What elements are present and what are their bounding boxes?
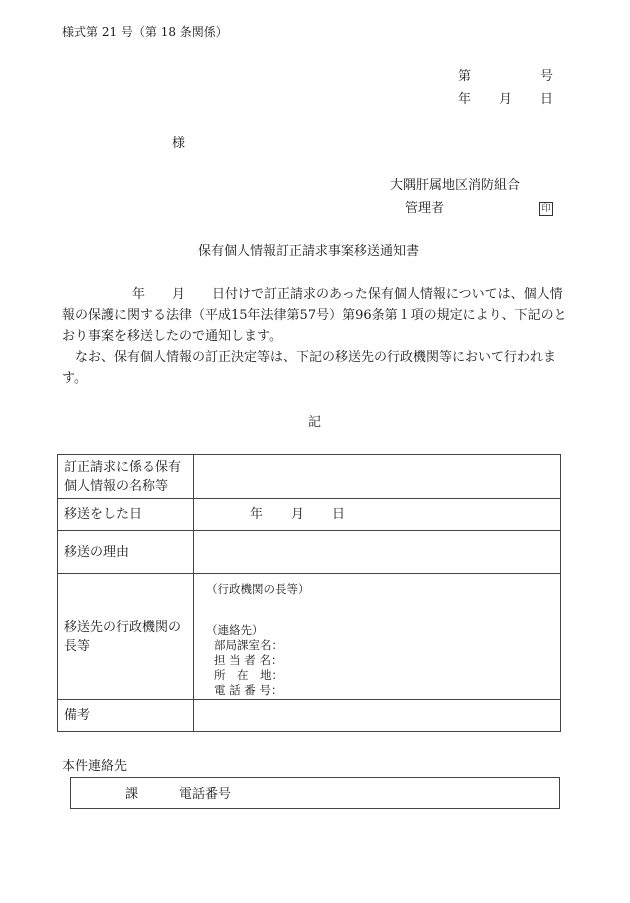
row-value-destination-head — [194, 574, 561, 700]
row-label-transfer-reason: 移送の理由 — [58, 531, 194, 574]
destination-address-label: 所 在 地： — [214, 668, 283, 682]
table-row — [58, 455, 561, 499]
row-label-correction-info: 訂正請求に係る保有個人情報の名称等 — [58, 455, 194, 499]
table-row — [58, 499, 561, 531]
sender-manager: 管理者 — [405, 201, 445, 216]
table-row — [58, 531, 561, 574]
row-label-remarks: 備考 — [58, 700, 194, 732]
row-value-correction-info — [194, 455, 561, 499]
document-number-suffix: 号 — [540, 69, 554, 84]
sender-organization: 大隅肝属地区消防組合 — [390, 178, 521, 193]
transfer-day: 日 — [332, 507, 346, 522]
row-value-transfer-reason — [194, 531, 561, 574]
document-number-label: 第 — [458, 69, 472, 84]
addressee: 様 — [172, 136, 186, 151]
paragraph-1-month: 月 — [172, 287, 186, 302]
date-month: 月 — [499, 92, 513, 107]
destination-phone-label: 電 話 番 号： — [214, 683, 283, 697]
paragraph-1 — [62, 284, 570, 347]
row-value-transfer-date — [194, 499, 561, 531]
paragraph-2-text: なお、保有個人情報の訂正決定等は、下記の移送先の行政機関等において行われます。 — [62, 350, 557, 386]
destination-head-label: （行政機関の長等） — [206, 582, 310, 596]
row-label-transfer-date: 移送をした日 — [58, 499, 194, 531]
transfer-details-table — [57, 454, 561, 732]
form-number: 様式第 21 号（第 18 条関係） — [62, 25, 228, 39]
seal-mark: 印 — [539, 202, 553, 216]
document-title: 保有個人情報訂正請求事案移送通知書 — [198, 244, 420, 259]
row-value-remarks — [194, 700, 561, 732]
contact-title: 本件連絡先 — [62, 759, 128, 774]
body-text — [62, 284, 570, 389]
table-row — [58, 574, 561, 700]
transfer-month: 月 — [291, 507, 305, 522]
destination-dept-label: 部局課室名： — [214, 638, 283, 652]
contact-section-label: 課 — [125, 787, 139, 802]
paragraph-2 — [62, 347, 570, 389]
date-day: 日 — [540, 92, 554, 107]
ki-heading: 記 — [308, 415, 322, 430]
destination-contact-label: （連絡先） — [206, 623, 264, 637]
table-row — [58, 700, 561, 732]
contact-phone-label: 電話番号 — [179, 787, 232, 802]
paragraph-1-year: 年 — [132, 287, 146, 302]
paragraph-1-text: 日付けで訂正請求のあった保有個人情報については、個人情報の保護に関する法律（平成15年法律第57号）第96条第１項の規定により、下記のとおり事案を移送したので通知します。 — [62, 287, 567, 344]
destination-person-label: 担 当 者 名： — [214, 653, 283, 667]
contact-box — [70, 777, 560, 809]
date-year: 年 — [458, 92, 472, 107]
row-label-destination-head: 移送先の行政機関の長等 — [58, 574, 194, 700]
transfer-year: 年 — [250, 507, 264, 522]
